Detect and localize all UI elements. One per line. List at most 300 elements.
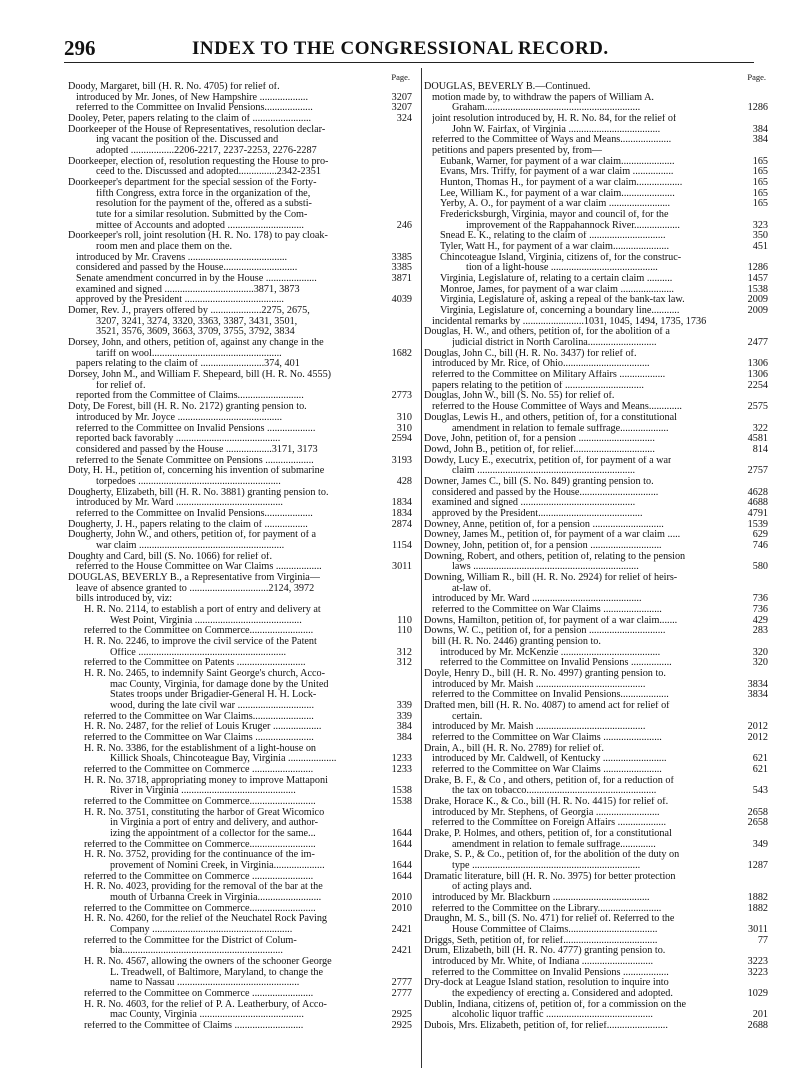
index-line (424, 818, 770, 829)
index-line (424, 904, 770, 915)
page-reference: 3223 (747, 966, 768, 978)
page-reference: 320 (752, 646, 768, 658)
page-reference: 621 (752, 753, 768, 765)
index-line (424, 349, 770, 360)
index-entry-text: H. R. No. 3386, for the establishment of a light-house on (84, 743, 317, 754)
index-line (424, 637, 770, 648)
index-entry-text: referred to the Committee on Commerce.......................... (84, 903, 316, 914)
index-line (424, 722, 770, 733)
index-entry-text: Doty, H. H., petition of, concerning his invention of submarine (68, 466, 325, 477)
page-reference: 2010 (391, 902, 412, 914)
page-reference: 746 (752, 539, 768, 551)
index-entry-text: Doorkeeper's department for the special session of the Forty- (68, 178, 317, 189)
index-line (424, 765, 770, 776)
page-reference: 3207 (391, 102, 412, 114)
page-reference: 2777 (391, 977, 412, 989)
index-entry-text: Doyle, Henry D., bill (H. R. No. 4997) granting pension to. (424, 668, 666, 679)
page-reference: 339 (396, 710, 412, 722)
index-line (68, 850, 414, 861)
index-line (424, 210, 770, 221)
index-entry-text: Dry-dock at League Island station, resolution to inquire into (424, 978, 669, 989)
page-reference: 629 (752, 529, 768, 541)
page-reference: 323 (752, 219, 768, 231)
page-reference: 384 (752, 134, 768, 146)
index-entry-text: H. R. No. 2246, to improve the civil service of the Patent (84, 636, 317, 647)
index-line (424, 978, 770, 989)
index-line (424, 285, 770, 296)
index-line (68, 808, 414, 819)
index-entry-text: referred to the Committee on Invalid Pensions ................ (440, 658, 672, 669)
index-entry-text: Doorkeeper of the House of Representatives, resolution declar- (68, 124, 326, 135)
index-line (424, 157, 770, 168)
index-line (68, 552, 414, 563)
index-entry-text: L. Treadwell, of Baltimore, Maryland, to change the (110, 967, 324, 978)
index-line (68, 957, 414, 968)
page-reference: 1834 (391, 497, 412, 509)
index-entry-text: Drake, P. Holmes, and others, petition of, for a constitutional (424, 829, 672, 840)
index-entry-text: mac County, Virginia ......................................... (110, 1010, 304, 1021)
index-entry-text: resolution for the payment of the, offered as a substi- (96, 199, 312, 210)
page-reference: 3834 (747, 678, 768, 690)
index-line (424, 178, 770, 189)
index-line (424, 573, 770, 584)
index-line (68, 349, 414, 360)
index-entry-text: referred to the Committee for the District of Colum- (84, 935, 297, 946)
index-entry-text: referred to the Committee on Military Affairs .................. (432, 370, 666, 381)
index-line (68, 818, 414, 829)
index-line (424, 402, 770, 413)
page-reference: 2594 (391, 433, 412, 445)
page-reference: 1882 (747, 902, 768, 914)
index-line (424, 797, 770, 808)
index-entry-text: examined and signed ............................................. (432, 498, 636, 509)
index-line (68, 338, 414, 349)
index-line (424, 776, 770, 787)
index-line (68, 978, 414, 989)
index-line (424, 456, 770, 467)
page-reference: 4628 (747, 486, 768, 498)
index-line (424, 989, 770, 1000)
index-line (68, 509, 414, 520)
index-line (424, 552, 770, 563)
index-entry-text: Killick Shoals, Chincoteague Bay, Virginia ................... (110, 754, 337, 765)
index-line (68, 968, 414, 979)
page-reference: 310 (396, 411, 412, 423)
index-entry-text: Virginia, Legislature of, concerning a boundary line........... (440, 306, 680, 317)
page-reference: 3193 (391, 454, 412, 466)
index-entry-text: papers relating to the claim of .........................374, 401 (76, 359, 300, 370)
page-reference: 1644 (391, 870, 412, 882)
index-line (424, 669, 770, 680)
page-reference: 1287 (747, 860, 768, 872)
page-reference: 1644 (391, 828, 412, 840)
index-entry-text: ceed to the. Discussed and adopted...............2342-2351 (96, 167, 321, 178)
index-entry-text: referred to the House Committee on War Claims .................. (76, 562, 322, 573)
index-line (68, 167, 414, 178)
page-reference: 3871 (391, 273, 412, 285)
index-entry-text: Virginia, Legislature of, relating to a certain claim .......... (440, 274, 673, 285)
index-entry-text: alcoholic liquor traffic .......................................... (452, 1010, 653, 1021)
index-line (68, 103, 414, 114)
index-entry-text: referred to the Committee of Claims ........................... (84, 1021, 304, 1032)
index-entry-text: referred to the Committee on Patents ........................... (84, 658, 306, 669)
index-line (68, 391, 414, 402)
page-reference: 3223 (747, 956, 768, 968)
index-entry-text: fifth Congress, extra force in the organization of the, (96, 188, 311, 199)
index-entry-text: Graham............................................................. (452, 103, 641, 114)
index-entry-text: referred to the Committee on War Claims ....................... (84, 732, 314, 743)
page-reference: 77 (757, 934, 768, 946)
index-line (68, 701, 414, 712)
index-entry-text: introduced by Mr. Ward .......................................... (76, 498, 283, 509)
page-reference: 2757 (747, 465, 768, 477)
index-entry-text: referred to the Committee on Commerce ........................ (84, 989, 314, 1000)
index-line (68, 690, 414, 701)
page-reference: 165 (752, 187, 768, 199)
index-line (424, 690, 770, 701)
index-line (424, 167, 770, 178)
page-reference: 2688 (747, 1020, 768, 1032)
index-line (424, 562, 770, 573)
index-line (424, 253, 770, 264)
index-line (68, 199, 414, 210)
index-line (68, 722, 414, 733)
index-line (68, 135, 414, 146)
index-entry-text: 3207, 3241, 3274, 3320, 3363, 3387, 3431, 3501, (96, 316, 298, 327)
index-line (424, 733, 770, 744)
index-entry-text: tute for a similar resolution. Submitted by the Com- (96, 210, 308, 221)
index-entry-text: Dorsey, John M., and William F. Shepeard, bill (H. R. No. 4555) (68, 370, 332, 381)
index-line (68, 327, 414, 338)
index-entry-text: Dougherty, Elizabeth, bill (H. R. No. 3881) granting pension to. (68, 487, 329, 498)
page-reference: 165 (752, 198, 768, 210)
index-line (424, 93, 770, 104)
page-reference: 3207 (391, 91, 412, 103)
index-entry-text: referred to the Committee on Commerce.......................... (84, 839, 316, 850)
page-reference: 2477 (747, 337, 768, 349)
index-line (424, 925, 770, 936)
index-entry-text: Snead E. K., relating to the claim of .............................. (440, 231, 666, 242)
page-reference: 283 (752, 625, 768, 637)
index-entry-text: referred to the Committee on Invalid Pensions................... (76, 508, 313, 519)
page-reference: 2421 (391, 924, 412, 936)
index-entry-text: referred to the Committee on the Library......................... (432, 903, 662, 914)
page-reference: 543 (752, 785, 768, 797)
index-line (424, 701, 770, 712)
index-line (424, 295, 770, 306)
index-entry-text: Domer, Rev. J., prayers offered by ....................2275, 2675, (68, 306, 310, 317)
index-entry-text: referred to the Committee on Invalid Pensions ................... (76, 423, 316, 434)
index-line (424, 850, 770, 861)
index-line (424, 968, 770, 979)
index-line (424, 359, 770, 370)
index-line (424, 616, 770, 627)
page-reference: 310 (396, 422, 412, 434)
index-line (68, 189, 414, 200)
index-line (68, 1021, 414, 1032)
index-line (68, 477, 414, 488)
index-entry-text: amendment in relation to female suffrage.............. (452, 839, 656, 850)
page-reference: 2421 (391, 945, 412, 957)
page-reference: 312 (396, 646, 412, 658)
index-line (68, 263, 414, 274)
index-entry-text: torpedoes ........................................................ (96, 476, 281, 487)
index-entry-text: Downing, Robert, and others, petition of, relating to the pension (424, 551, 686, 562)
page-reference: 165 (752, 155, 768, 167)
index-entry-text: referred to the Committee on Commerce.......................... (84, 797, 316, 808)
page-reference: 1539 (747, 518, 768, 530)
index-line (68, 359, 414, 370)
index-entry-text: introduced by Mr. Cravens ....................................... (76, 252, 288, 263)
index-line (424, 263, 770, 274)
header-rule (64, 62, 754, 63)
index-line (424, 381, 770, 392)
page-reference: 451 (752, 241, 768, 253)
index-entry-text: joint resolution introduced by, H. R. No. 84, for the relief of (432, 114, 677, 125)
index-entry-text: Dubois, Mrs. Elizabeth, petition of, for relief........................ (424, 1021, 668, 1032)
index-line (424, 221, 770, 232)
page-reference: 2925 (391, 1020, 412, 1032)
index-entry-text: Dougherty, John W., and others, petition of, for payment of a (68, 530, 317, 541)
index-entry-text: Office .......................................................... (110, 647, 287, 658)
index-entry-text: approved by the President ....................................... (76, 295, 284, 306)
index-entry-text: H. R. No. 4603, for the relief of P. A. Leatherbury, of Acco- (84, 999, 327, 1010)
page-reference: 2773 (391, 390, 412, 402)
index-line (68, 381, 414, 392)
index-entry-text: bill (H. R. No. 2446) granting pension to. (432, 636, 601, 647)
page-reference: 2874 (391, 518, 412, 530)
index-entry-text: introduced by Mr. Stephens, of Georgia ......................... (432, 807, 660, 818)
page-reference: 621 (752, 764, 768, 775)
index-entry-text: West Point, Virginia .......................................... (110, 615, 302, 626)
index-entry-text: improvement of the Rappahannock River.................. (466, 220, 680, 231)
left-column (68, 72, 414, 1032)
index-entry-text: Doty, De Forest, bill (H. R. No. 2172) granting pension to. (68, 402, 307, 413)
index-entry-text: tion of a light-house .......................................... (466, 263, 658, 274)
index-entry-text: House Committee of Claims................................... (452, 925, 658, 936)
index-entry-text: Drake, B. F., & Co , and others, petition of, for a reduction of (424, 775, 674, 786)
page-reference: 1286 (747, 102, 768, 114)
page-reference: 1233 (391, 764, 412, 775)
index-line (424, 317, 770, 328)
index-line (68, 210, 414, 221)
page-reference: 1029 (747, 988, 768, 1000)
index-line (424, 914, 770, 925)
index-entry-text: introduced by Mr. White, of Indiana ............................ (432, 957, 654, 968)
index-line (424, 520, 770, 531)
index-entry-text: Doorkeeper's roll, joint resolution (H. R. No. 178) to pay cloak- (68, 231, 328, 242)
index-entry-text: DOUGLAS, BEVERLY B.—Continued. (424, 82, 591, 92)
index-line (68, 285, 414, 296)
index-entry-text: mittee of Accounts and adopted .............................. (96, 220, 304, 231)
index-line (68, 402, 414, 413)
index-line (68, 594, 414, 605)
index-entry-text: Downey, Anne, petition of, for a pension ............................ (424, 519, 664, 530)
page-reference: 2012 (747, 721, 768, 733)
page-reference: 428 (396, 475, 412, 487)
index-entry-text: Hunton, Thomas H., for payment of a war claim.................. (440, 178, 683, 189)
index-line (424, 338, 770, 349)
index-entry-text: H. R. No. 2114, to establish a port of entry and delivery at (84, 604, 321, 615)
index-entry-text: reported back favorably ......................................... (76, 434, 281, 445)
index-line (424, 946, 770, 957)
index-line (424, 872, 770, 883)
index-line (68, 712, 414, 723)
index-line (68, 413, 414, 424)
index-entry-text: Douglas, John C., bill (H. R. No. 3437) for relief of. (424, 348, 637, 359)
page-reference: 4791 (747, 507, 768, 519)
index-line (424, 808, 770, 819)
index-line (68, 637, 414, 648)
index-entry-text: adopted .................2206-2217, 2237-2253, 2276-2287 (96, 146, 317, 157)
index-entry-text: considered and passed by the House............................... (432, 487, 659, 498)
index-entry-text: River in Virginia ............................................. (110, 786, 296, 797)
index-line (424, 231, 770, 242)
index-entry-text: Drum, Elizabeth, bill (H. R. No. 4777) granting pension to. (424, 946, 666, 957)
index-entry-text: name to Nassau ................................................ (110, 978, 300, 989)
index-entry-text: Douglas, H. W., and others, petition of, for the abolition of a (424, 327, 670, 338)
index-line (68, 829, 414, 840)
page-reference: 110 (397, 614, 412, 626)
index-entry-text: Downey, James M., petition of, for payment of a war claim ..... (424, 530, 681, 541)
index-line (424, 306, 770, 317)
index-line (68, 1000, 414, 1011)
index-entry-text: Drafted men, bill (H. R. No. 4087) to amend act for relief of (424, 700, 670, 711)
page-reference: 349 (752, 838, 768, 850)
index-entry-text: considered and passed by the House............................. (76, 263, 298, 274)
page-reference: 814 (752, 443, 768, 455)
index-line (68, 658, 414, 669)
page-reference: 2254 (747, 379, 768, 391)
index-entry-text: bia............................................................... (110, 946, 283, 957)
index-entry-text: considered and passed by the House ..................3171, 3173 (76, 444, 318, 455)
index-entry-text: Dramatic literature, bill (H. R. No. 3975) for better protection (424, 871, 676, 882)
index-line (68, 93, 414, 104)
page-reference: 1538 (391, 785, 412, 797)
page-reference: 580 (752, 561, 768, 573)
index-line (68, 370, 414, 381)
index-line (68, 274, 414, 285)
index-line (68, 125, 414, 136)
index-entry-text: judicial district in North Carolina........................... (452, 338, 657, 349)
index-line (424, 82, 770, 93)
index-line (424, 434, 770, 445)
index-entry-text: leave of absence granted to ...............................2124, 3972 (76, 583, 315, 594)
page-reference: 165 (752, 177, 768, 189)
index-line (68, 434, 414, 445)
index-entry-text: Doughty and Card, bill (S. No. 1066) for relief of. (68, 551, 272, 562)
index-entry-text: reported from the Committee of Claims.......................... (76, 391, 304, 402)
index-entry-text: mac County, Virginia, for damage done by the United (110, 679, 329, 690)
index-entry-text: H. R. No. 3751, constituting the harbor of Great Wicomico (84, 807, 325, 818)
index-line (424, 882, 770, 893)
page-reference: 3385 (391, 262, 412, 274)
page-reference: 1682 (391, 347, 412, 359)
page-reference: 312 (396, 657, 412, 669)
page-reference: 2925 (391, 1009, 412, 1021)
index-entry-text: H. R. No. 3752, providing for the continuance of the im- (84, 850, 315, 861)
page-reference: 1306 (747, 358, 768, 370)
index-line (424, 199, 770, 210)
index-entry-text: war claim ......................................................... (96, 540, 285, 551)
index-entry-text: petitions and papers presented by, from— (432, 146, 603, 157)
index-entry-text: referred to the Committee on Commerce ........................ (84, 765, 314, 775)
index-line (68, 744, 414, 755)
index-entry-text: provement of Nomini Creek, in Virginia.................... (110, 861, 325, 872)
index-line (424, 584, 770, 595)
page-reference: 1644 (391, 860, 412, 872)
page-reference: 736 (752, 603, 768, 615)
index-entry-text: type .................................................................. (452, 861, 641, 872)
index-line (424, 509, 770, 520)
index-entry-text: introduced by Mr. Blackburn ...................................... (432, 893, 650, 904)
index-entry-text: approved by the President......................................... (432, 508, 643, 519)
index-line (68, 786, 414, 797)
index-line (68, 445, 414, 456)
index-line (68, 669, 414, 680)
index-line (68, 424, 414, 435)
page-reference: 1538 (747, 283, 768, 295)
index-line (68, 231, 414, 242)
index-line (68, 626, 414, 637)
index-line (68, 306, 414, 317)
index-line (424, 424, 770, 435)
page-reference: 4688 (747, 497, 768, 509)
index-entry-text: Drake, Horace K., & Co., bill (H. R. No. 4415) for relief of. (424, 797, 669, 808)
index-line (68, 776, 414, 787)
index-line (68, 893, 414, 904)
index-entry-text: Dowdy, Lucy E., executrix, petition of, for payment of a war (424, 455, 672, 466)
index-entry-text: DOUGLAS, BEVERLY B., a Representative from Virginia— (68, 572, 320, 583)
index-line (68, 317, 414, 328)
index-entry-text: Dorsey, John, and others, petition of, against any change in the (68, 338, 324, 349)
page-reference: 1538 (391, 796, 412, 808)
index-entry-text: Lee, William K., for payment of a war claim..................... (440, 188, 675, 199)
index-entry-text: Doorkeeper, election of, resolution requesting the House to pro- (68, 156, 329, 167)
index-line (424, 146, 770, 157)
index-entry-text: Drain, A., bill (H. R. No. 2789) for relief of. (424, 743, 604, 754)
index-entry-text: introduced by Mr. Jones, of New Hampshire ................... (76, 92, 309, 103)
index-line (424, 242, 770, 253)
index-line (424, 541, 770, 552)
page-reference: 1286 (747, 262, 768, 274)
index-entry-text: States troops under Brigadier-General H. H. Lock- (110, 690, 317, 701)
index-line (68, 466, 414, 477)
index-line (424, 1021, 770, 1032)
index-entry-text: Downing, William R., bill (H. R. No. 2924) for relief of heirs- (424, 572, 678, 583)
page-reference: 3011 (392, 561, 412, 573)
index-entry-text: for relief of. (96, 380, 146, 391)
page-column-label: Page. (391, 72, 410, 82)
index-entry-text: claim .............................................................. (452, 466, 636, 477)
index-entry-text: laws ................................................................. (452, 562, 639, 573)
index-line (68, 253, 414, 264)
index-entry-text: H. R. No. 4567, allowing the owners of the schooner George (84, 957, 332, 968)
index-line (68, 733, 414, 744)
index-entry-text: referred to the Committee on Foreign Affairs ................... (432, 818, 667, 829)
index-entry-text: 3521, 3576, 3609, 3663, 3709, 3755, 3792, 3834 (96, 327, 295, 338)
index-line (424, 370, 770, 381)
index-entry-text: introduced by Mr. Joyce ......................................... (76, 412, 282, 423)
index-line (68, 936, 414, 947)
index-entry-text: examined and signed ...................................3871, 3873 (76, 284, 300, 295)
index-line (68, 178, 414, 189)
index-entry-text: papers relating to the petition of ............................... (432, 380, 644, 391)
index-entry-text: at-law of. (452, 583, 492, 594)
page-reference: 324 (396, 113, 412, 125)
index-entry-text: H. R. No. 2465, to indemnify Saint George's church, Acco- (84, 668, 326, 679)
index-entry-text: H. R. No. 3718, appropriating money to improve Mattaponi (84, 775, 328, 786)
